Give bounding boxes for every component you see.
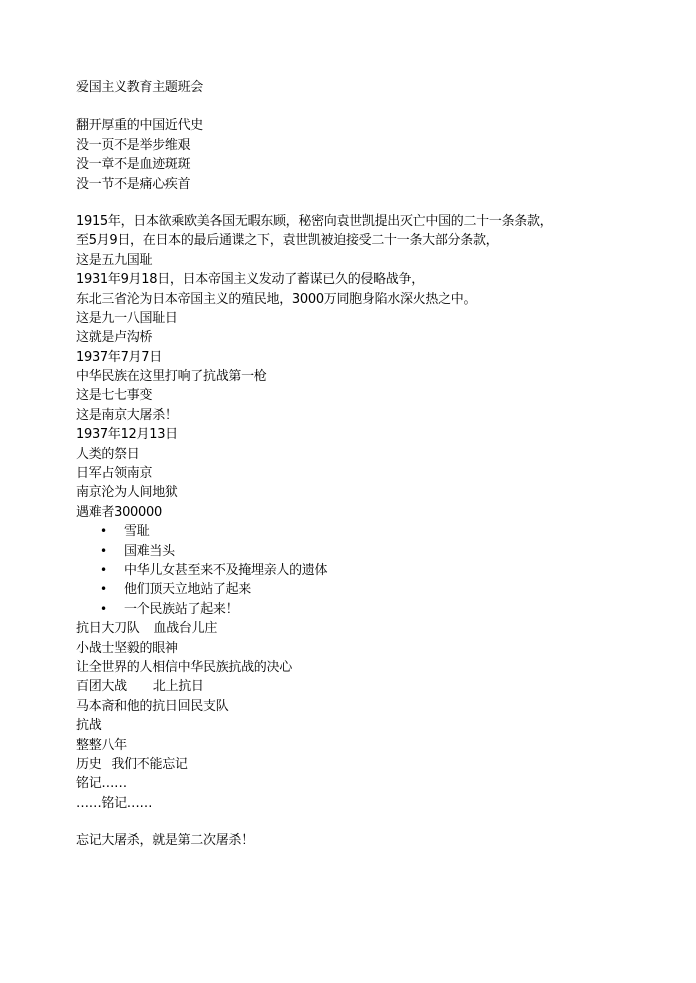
bullet-text: 一个民族站了起来！ — [124, 601, 239, 617]
bullet-icon: • — [100, 582, 107, 597]
document-content — [76, 78, 676, 850]
body-line: 至5月9日，在日本的最后通谍之下，袁世凯被迫接受二十一条大部分条款， — [76, 233, 499, 249]
body-line: 1937年12月13日 — [76, 427, 178, 443]
body-line: 1937年7月7日 — [76, 349, 162, 365]
body-line: 让全世界的人相信中华民族抗战的决心 — [76, 659, 292, 675]
body-line: 整整八年 — [76, 737, 127, 753]
body-line: 抗战 — [76, 718, 102, 734]
bullet-text: 雪耻 — [124, 524, 150, 540]
body-line: 遇难者300000 — [76, 504, 162, 520]
body-line: 这是南京大屠杀！ — [76, 407, 178, 423]
body-line: 小战士坚毅的眼神 — [76, 640, 178, 656]
document-title: 爱国主义教育主题班会 — [76, 80, 204, 95]
body-line: 南京沦为人间地狱 — [76, 485, 178, 501]
body-line: 人类的祭日 — [76, 446, 140, 462]
pair-first: 抗日大刀队 — [76, 621, 140, 637]
intro-line: 没一节不是痛心疾首 — [76, 176, 191, 192]
bullet-icon: • — [100, 524, 107, 539]
bullet-item — [76, 522, 676, 541]
body-line-pair — [76, 755, 676, 774]
bullet-item — [76, 542, 676, 561]
bullet-text: 中华儿女甚至来不及掩埋亲人的遗体 — [124, 562, 328, 578]
body-line-pair — [76, 677, 676, 696]
body-line: 这是九一八国耻日 — [76, 310, 178, 326]
intro-line: 没一页不是举步维艰 — [76, 137, 191, 153]
pair-first: 百团大战 — [76, 679, 127, 695]
bullet-icon: • — [100, 562, 107, 577]
pair-first: 历史 — [76, 756, 102, 772]
spacer — [76, 813, 676, 831]
spacer — [76, 97, 676, 116]
body-line: 中华民族在这里打响了抗战第一枪 — [76, 369, 267, 385]
body-line: 1931年9月18日，日本帝国主义发动了蓄谋已久的侵略战争， — [76, 272, 424, 288]
bullet-item — [76, 561, 676, 580]
pair-second: 我们不能忘记 — [111, 756, 188, 772]
bullet-item — [76, 600, 676, 619]
body-line: 这是七七事变 — [76, 388, 153, 404]
pair-second: 北上抗日 — [152, 679, 204, 695]
body-line: ……铭记…… — [76, 795, 153, 811]
intro-line: 没一章不是血迹斑斑 — [76, 157, 191, 173]
body-line: 铭记…… — [76, 776, 127, 792]
body-line: 马本斋和他的抗日回民支队 — [76, 698, 229, 714]
pair-second: 血战台儿庄 — [153, 621, 218, 637]
body-line: 1915年，日本欲乘欧美各国无暇东顾，秘密向袁世凯提出灭亡中国的二十一条条款， — [76, 213, 553, 229]
bullet-icon: • — [100, 543, 107, 558]
body-line: 这就是卢沟桥 — [76, 330, 153, 346]
bullet-icon: • — [100, 601, 107, 616]
body-line-pair — [76, 619, 676, 638]
bullet-text: 他们顶天立地站了起来 — [124, 582, 252, 598]
spacer — [76, 194, 676, 212]
body-line: 日军占领南京 — [76, 466, 153, 482]
bullet-item — [76, 580, 676, 599]
body-line: 东北三省沦为日本帝国主义的殖民地，3000万同胞身陷水深火热之中。 — [76, 291, 477, 307]
closing-line: 忘记大屠杀，就是第二次屠杀！ — [76, 833, 254, 849]
body-line: 这是五九国耻 — [76, 252, 153, 268]
bullet-text: 国难当头 — [124, 543, 175, 559]
intro-line: 翻开厚重的中国近代史 — [76, 118, 204, 134]
